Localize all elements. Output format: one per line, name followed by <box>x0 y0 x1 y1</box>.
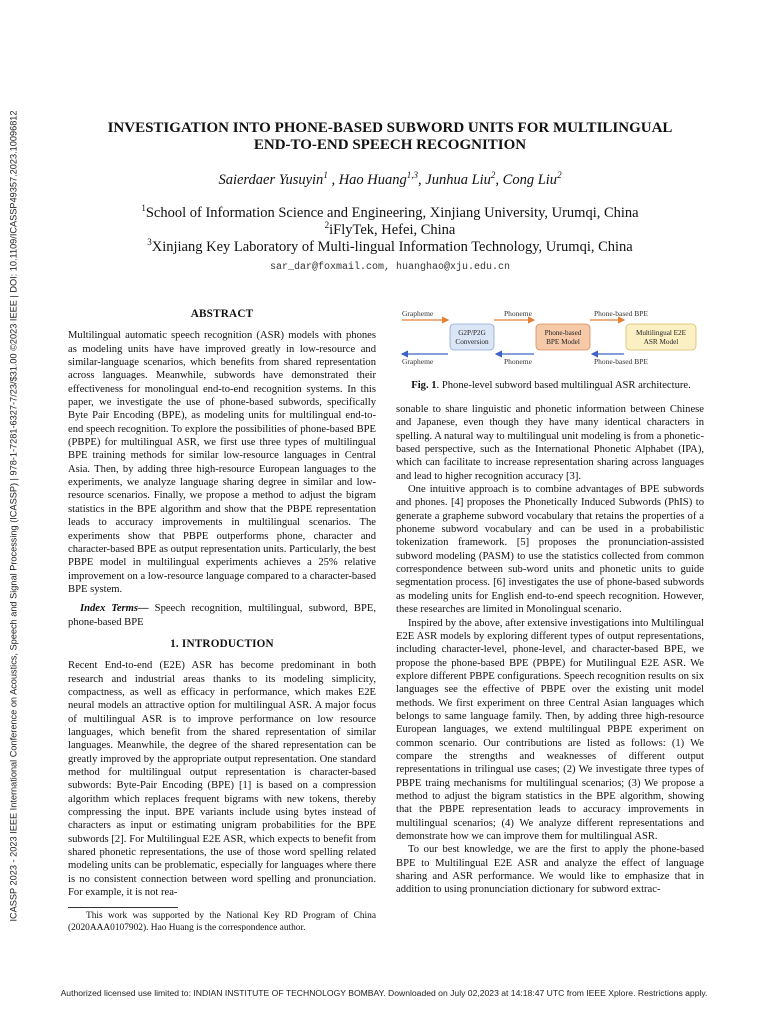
license-note: Authorized licensed use limited to: INDIAN INSTITUTE OF TECHNOLOGY BOMBAY. Downloaded on July 02,2023 at 14:18:47 UTC from IEEE Xplore. Restrictions apply. <box>60 988 708 998</box>
e2e-box-line-2: ASR Model <box>643 338 679 346</box>
architecture-diagram <box>396 306 706 368</box>
author-2-sup: 1,3 <box>406 170 419 181</box>
caption-label: Fig. 1 <box>411 380 437 391</box>
affiliation-text: iFlyTek, Hefei, China <box>329 222 456 238</box>
label-phoneme-top: Phoneme <box>504 309 532 318</box>
affiliation-2 <box>80 222 700 239</box>
index-terms-text: Speech recognition, multilingual, subword, BPE, phone-based BPE <box>68 603 376 628</box>
author-1-sup: 1 <box>323 170 328 181</box>
intro-paragraph-3: Inspired by the above, after extensive investigations into Multilingual E2E ASR models by exploring different types of output representations, including character-level, phone-level, and character-based BPE, we propose the phone-based BPE (PBPE) for Mutilingual E2E ASR. We explore different PBPE configurations. Speech recognition results on six languages see the effective of PBPE over the existing unit model methods. We first experiment on three Central Asian languages which belongs to same language family. Then, by adding three high-resource European languages, we extend multilingual PBPE experiment on common scenario. Our contributions are listed as follows: (1) We compare the strengths and weaknesses of different output representations in trilingual use cases; (2) We investigate three types of PBPE traing mechanisms for multilingual scenarios; (3) We propose a method to adjust the bigram statistics in the BPE algorithm, showing that the PBPE representation leads to accuracy improvements in multilingual scenarios; (4) We analyze different representations and demonstrate how we can improve them for multilingual ASR. <box>396 617 704 842</box>
g2p-box-line-1: G2P/P2G <box>458 329 486 337</box>
affiliation-text: Xinjiang Key Laboratory of Multi-lingual Information Technology, Urumqi, China <box>151 239 633 255</box>
abstract-text: Multilingual automatic speech recognition (ASR) models with phones as modeling units have have improved greatly in low-resource and similar-language scenarios, which benefits from shared representation across languages. Meanwhile, subwords have demonstrated their effectiveness for monolingual end-to-end recognition systems. In this paper, we investigate the use of phone-based subwords, specifically Byte Pair Encoding (BPE), as modeling units for multilingual end-to-end speech recognition. To explore the possibilities of phone-based BPE (PBPE) for multilingual ASR, we first use three types of multilingual BPE training methods for similar low-resource languages in Central Asia. Then, by adding three high-resource European languages to the experiments, we analyze language sharing degree in similar and low-resource scenarios. Finally, we propose a method to adjust the bigram statistics in the BPE algorithm and show that the PBPE representation leads to accuracy improvements in multilingual scenarios. The experiments show that PBPE outperforms phone, character and character-based BPE as output representation units. Particularly, the best PBPE model in multilingual experiments achieves a 25% relative improvement on a low-resource language compared to a character-based BPE system. <box>68 330 376 595</box>
left-column <box>68 308 376 899</box>
author-3: Junhua Liu <box>425 172 491 188</box>
g2p-box <box>450 324 494 350</box>
label-phoneme-bottom: Phoneme <box>504 357 532 366</box>
right-column <box>396 403 704 897</box>
author-4: Cong Liu <box>502 172 558 188</box>
email-line: sar_dar@foxmail.com, huanghao@xju.edu.cn <box>269 262 511 273</box>
e2e-box-line-1: Multilingual E2E <box>635 329 687 337</box>
sidebar-doi-strip <box>4 96 24 936</box>
intro-paragraph-1: Recent End-to-end (E2E) ASR has become predominant in both research and industrial areas thanks to its modeling simplicity, compactness, as well as efficacy in performance, which makes E2E neural models an attractive option for multilingual ASR. A major focus of multilingual ASR is to improve performance on low resource languages, which benefit from the shared representation of similar languages. Meanwhile, the degree of the shared representation can be greatly improved by the appropriate output representation. One standard method for multilingual output representation is character-based subwords: Byte-Pair Encoding (BPE) [1] is based on a compression algorithm which replaces frequent bigrams with new tokens, thereby compressing the input. BPE variants include using bytes instead of characters as input or estimating unigram probabilities for the BPE subwords [2]. For Multilingual E2E ASR, which expects to benefit from shared phonetic representations, the use of those word spelling related modeling units can be problematic, especially for languages where there is no consistent connection between word spelling and pronunciation. For example, it is not rea- <box>68 660 376 899</box>
author-3-sup: 2 <box>490 170 496 181</box>
caption-text: . Phone-level subword based multilingual ASR architecture. <box>436 380 691 391</box>
affiliation-sup: 2 <box>324 220 330 231</box>
introduction-heading: 1. INTRODUCTION <box>170 637 274 650</box>
intro-paragraph-2: One intuitive approach is to combine advantages of BPE subwords and phones. [4] proposes the Phonetically Induced Subwords (PhIS) to generate a grapheme subword vocabulary that retains the properties of a phoneme subword vocabulary and can be used in a probabilistic tokenization framework. [5] proposes the pronunciation-assisted subword modeling (PASM) to use the statistics collected from common correspondence between sub-word units and phonetic units to guide segmentation process. [6] investigates the use of phone-based subwords as modeling units for English end-to-end speech recognition. However, these researches are limited in Monolingual scenario. <box>396 484 704 616</box>
affiliation-sup: 3 <box>147 237 152 248</box>
affiliation-text: School of Information Science and Engineering, Xinjiang University, Urumqi, China <box>145 205 639 221</box>
e2e-box <box>626 324 696 350</box>
pbpe-box-line-2: BPE Model <box>546 338 580 346</box>
footnote-rule <box>68 907 178 908</box>
author-sep: , <box>418 172 426 188</box>
affiliations <box>80 205 700 256</box>
author-sep: , <box>327 172 339 188</box>
pbpe-box-line-1: Phone-based <box>544 329 582 337</box>
figure-caption <box>396 380 706 391</box>
abstract-heading: ABSTRACT <box>190 308 254 320</box>
label-grapheme-bottom: Grapheme <box>402 357 434 366</box>
author-1: Saierdaer Yusuyin <box>218 172 324 188</box>
author-list <box>80 172 700 189</box>
sidebar-text: ICASSP 2023 - 2023 IEEE International Conference on Acoustics, Speech and Signal Processing (ICASSP) | 978-1-7281-6327-7/23/$31.00 ©2023 IEEE | DOI: 10.1109/ICASSP49357.2023.10096812 <box>9 110 20 922</box>
intro-paragraph-1-continued: sonable to share linguistic and phonetic information between Chinese and Japanese, even though they have many identical characters in spelling. A natural way to multilingual unit modeling is from a phonetic-based perspective, such as the International Phonetic Alphabet (IPA), which can facilitate to increase representation sharing across languages and lead to higher recognition accuracy [3]. <box>396 404 704 482</box>
g2p-box-line-2: Conversion <box>455 338 489 346</box>
affiliation-1 <box>80 205 700 222</box>
label-pbpe-bottom: Phone-based BPE <box>594 357 648 366</box>
label-pbpe-top: Phone-based BPE <box>594 309 648 318</box>
author-sep: , <box>495 172 503 188</box>
affiliation-3 <box>80 239 700 256</box>
figure-1 <box>396 306 706 368</box>
footnote <box>68 911 376 934</box>
title-line-2: END-TO-END SPEECH RECOGNITION <box>253 137 527 153</box>
title-line-1: INVESTIGATION INTO PHONE-BASED SUBWORD UNITS FOR MULTILINGUAL <box>107 120 673 136</box>
label-grapheme-top: Grapheme <box>402 309 434 318</box>
intro-paragraph-4: To our best knowledge, we are the first to apply the phone-based BPE to Multilingual E2E ASR and analyze the effect of language sharing and ASR performance. We would like to emphasize that in addition to using pronunciation dictionary for subword extrac- <box>396 844 704 896</box>
index-terms <box>68 602 376 629</box>
author-4-sup: 2 <box>557 170 562 181</box>
author-2: Hao Huang <box>338 172 407 188</box>
pbpe-box <box>536 324 590 350</box>
index-terms-label: Index Terms— <box>80 603 149 615</box>
affiliation-sup: 1 <box>141 203 146 214</box>
footnote-text: This work was supported by the National Key RD Program of China (2020AAA0107902). Hao Huang is the correspondence author. <box>68 911 376 933</box>
paper-title <box>80 120 700 154</box>
